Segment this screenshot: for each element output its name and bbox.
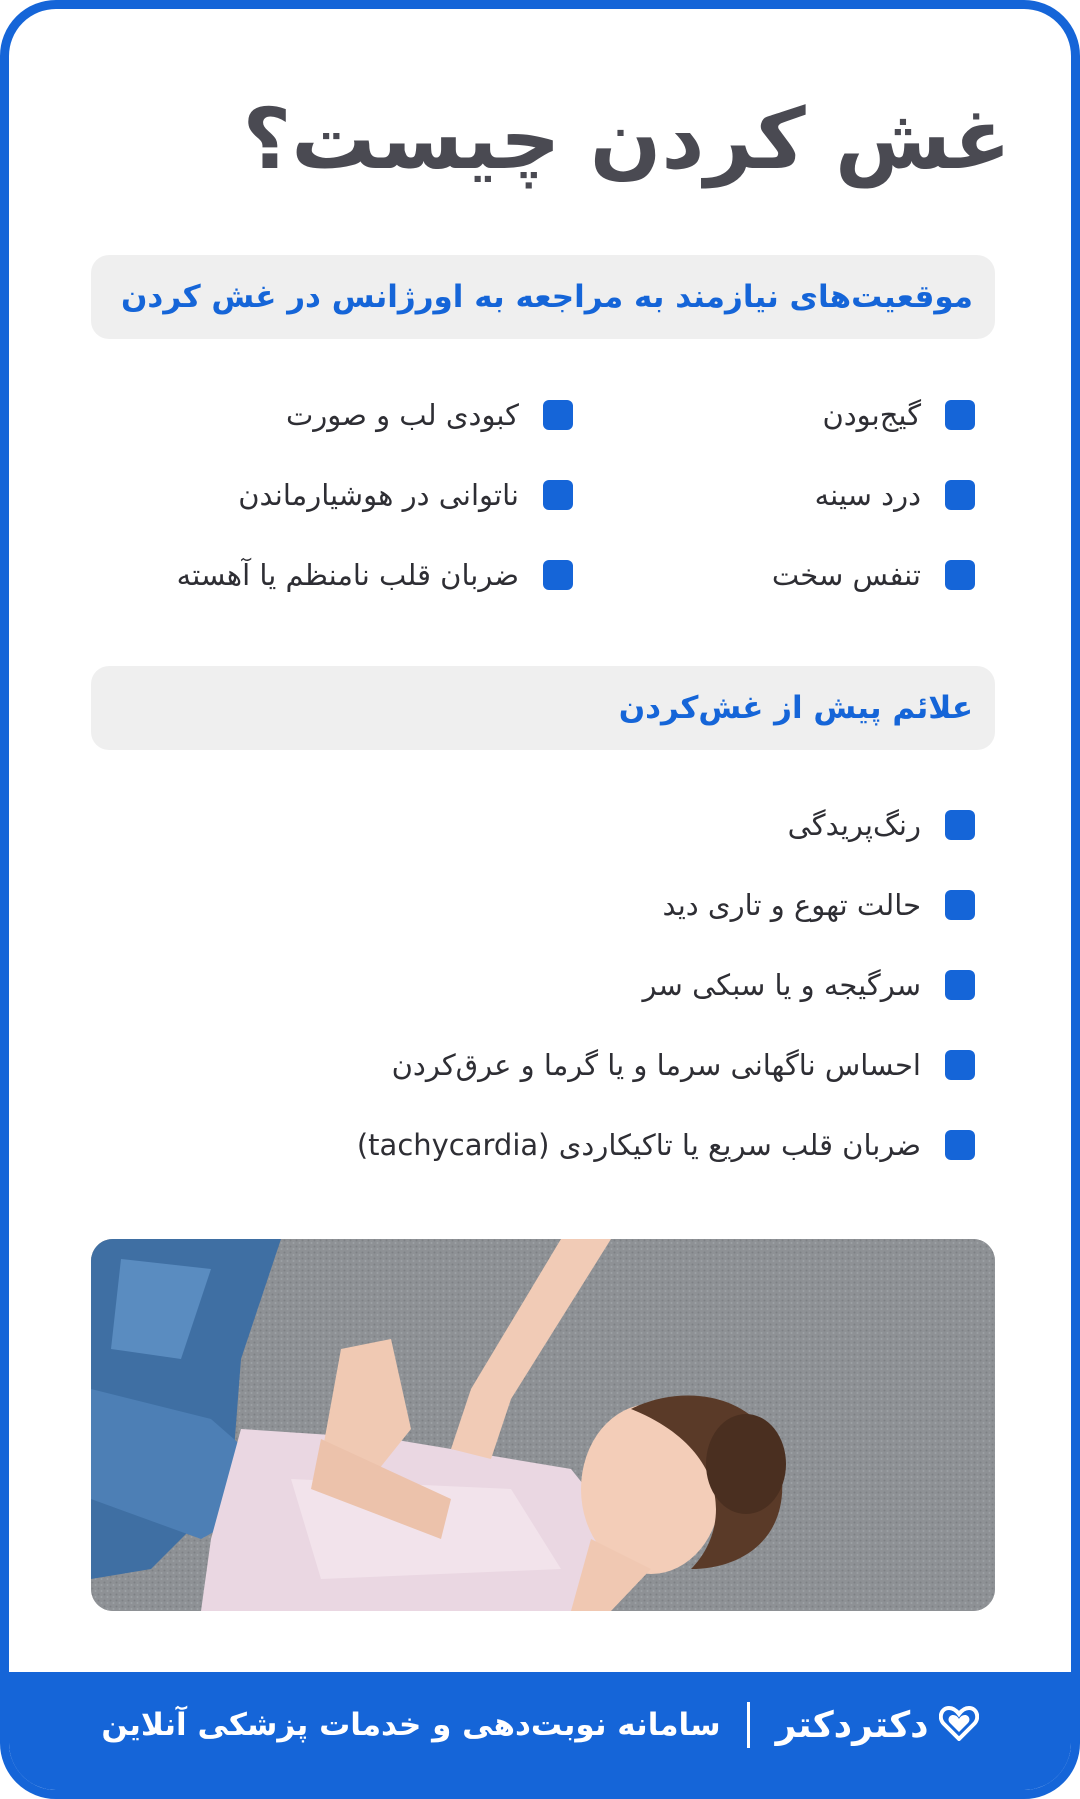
square-bullet-icon — [543, 480, 573, 510]
warning-sign-item — [357, 865, 975, 945]
warning-signs-list — [357, 785, 975, 1185]
warning-signs-heading: علائم پیش از غش‌کردن — [91, 666, 995, 750]
square-bullet-icon — [945, 1050, 975, 1080]
heart-icon — [939, 1705, 979, 1745]
square-bullet-icon — [945, 1130, 975, 1160]
warning-sign-item — [357, 785, 975, 865]
warning-sign-label: سرگیجه و یا سبکی سر — [642, 968, 921, 1002]
emergency-list-left — [177, 375, 573, 615]
square-bullet-icon — [945, 890, 975, 920]
warning-sign-item — [357, 1025, 975, 1105]
warning-sign-label: ضربان قلب سریع یا تاکیکاردی (tachycardia) — [356, 1128, 921, 1162]
fainted-person-illustration — [91, 1239, 995, 1611]
warning-sign-label: رنگ‌پریدگی — [787, 808, 921, 842]
emergency-item-label: گیج‌بودن — [822, 398, 921, 432]
warning-sign-label: احساس ناگهانی سرما و یا گرما و عرق‌کردن — [391, 1048, 921, 1082]
emergency-item — [177, 535, 573, 615]
footer-tagline: سامانه نوبت‌دهی و خدمات پزشکی آنلاین — [101, 1707, 721, 1743]
square-bullet-icon — [945, 480, 975, 510]
emergency-item — [772, 455, 975, 535]
warning-sign-item — [357, 1105, 975, 1185]
brand-logo[interactable] — [776, 1705, 979, 1746]
emergency-item-label: کبودی لب و صورت — [285, 398, 519, 432]
page-title: غش کردن چیست؟ — [242, 90, 1011, 188]
footer-bar — [9, 1672, 1071, 1790]
emergency-item — [772, 535, 975, 615]
square-bullet-icon — [945, 560, 975, 590]
emergency-item-label: ناتوانی در هوشیارماندن — [238, 478, 519, 512]
square-bullet-icon — [945, 810, 975, 840]
emergency-item-label: تنفس سخت — [771, 558, 921, 592]
warning-sign-item — [357, 945, 975, 1025]
footer-content — [9, 1672, 1071, 1790]
emergency-list-right — [772, 375, 975, 615]
square-bullet-icon — [543, 400, 573, 430]
emergency-item — [772, 375, 975, 455]
footer-divider — [747, 1702, 750, 1748]
square-bullet-icon — [945, 400, 975, 430]
emergency-item — [177, 375, 573, 455]
emergency-section-heading: موقعیت‌های نیازمند به مراجعه به اورژانس در غش کردن — [91, 255, 995, 339]
brand-name: دکتردکتر — [775, 1704, 929, 1746]
fainted-person-photo — [91, 1239, 995, 1611]
warning-sign-label: حالت تهوع و تاری دید — [662, 888, 921, 922]
emergency-item-label: ضربان قلب نامنظم یا آهسته — [176, 558, 519, 592]
square-bullet-icon — [945, 970, 975, 1000]
emergency-item — [177, 455, 573, 535]
square-bullet-icon — [543, 560, 573, 590]
emergency-item-label: درد سینه — [814, 478, 921, 512]
